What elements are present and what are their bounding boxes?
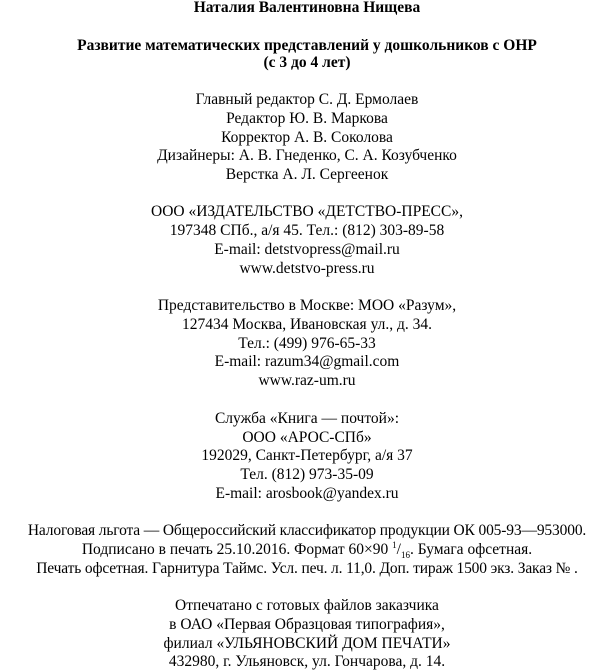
credit-designers: Дизайнеры: А. В. Гнеденко, С. А. Козубченко (157, 147, 457, 164)
format-numerator: 1 (392, 539, 397, 550)
publisher-address: 197348 СПб., а/я 45. Тел.: (812) 303-89-58 (169, 222, 445, 239)
mail-order-phone: Тел. (812) 973-35-09 (240, 466, 374, 483)
book-title: Развитие математических представлений у дошкольников с ОНР (77, 37, 537, 54)
author-name: Наталия Валентиновна Нищева (193, 0, 421, 16)
credit-editor: Редактор Ю. В. Маркова (226, 110, 388, 127)
tax-benefit-line: Налоговая льгота — Общероссийский классификатор продукции ОК 005-93—953000. (27, 522, 587, 539)
print-details-line: Печать офсетная. Гарнитура Таймс. Усл. печ. л. 11,0. Доп. тираж 1500 экз. Заказ № . (36, 560, 578, 577)
moscow-office-address: 127434 Москва, Ивановская ул., д. 34. (181, 316, 433, 333)
signed-suffix: . Бумага офсетная. (409, 541, 533, 558)
mail-order-address: 192029, Санкт-Петербург, а/я 37 (201, 447, 413, 464)
printer-line-2: в ОАО «Первая Образцовая типография», (169, 616, 445, 633)
mail-order-service: Служба «Книга — почтой»: (214, 410, 400, 427)
printer-line-1: Отпечатано с готовых файлов заказчика (175, 597, 439, 614)
moscow-office-phone: Тел.: (499) 976-65-33 (238, 335, 376, 352)
format-slash: / (396, 541, 401, 558)
book-subtitle: (с 3 до 4 лет) (263, 54, 351, 71)
mail-order-email: E-mail: arosbook@yandex.ru (215, 485, 399, 502)
format-denominator: 16 (400, 550, 410, 561)
moscow-office-email: E-mail: razum34@gmail.com (214, 353, 400, 370)
mail-order-company: ООО «АРОС-СПб» (242, 429, 372, 446)
credit-layout: Верстка А. Л. Сергеенок (225, 166, 389, 183)
credit-chief-editor: Главный редактор С. Д. Ермолаев (195, 91, 419, 108)
moscow-office-name: Представительство в Москве: МОО «Разум», (157, 297, 457, 314)
moscow-office-website: www.raz-um.ru (258, 372, 356, 389)
credit-proofreader: Корректор А. В. Соколова (221, 129, 393, 146)
signed-prefix: Подписано в печать 25.10.2016. Формат 60×90 (81, 541, 393, 558)
publisher-website: www.detstvo-press.ru (239, 260, 375, 277)
printer-line-4: 432980, г. Ульяновск, ул. Гончарова, д. 14. (168, 653, 446, 670)
printer-line-3: филиал «УЛЬЯНОВСКИЙ ДОМ ПЕЧАТИ» (163, 635, 451, 652)
publisher-email: E-mail: detstvopress@mail.ru (214, 241, 400, 258)
signed-to-print-line (0, 541, 614, 559)
publisher-name: ООО «ИЗДАТЕЛЬСТВО «ДЕТСТВО-ПРЕСС», (151, 203, 463, 220)
